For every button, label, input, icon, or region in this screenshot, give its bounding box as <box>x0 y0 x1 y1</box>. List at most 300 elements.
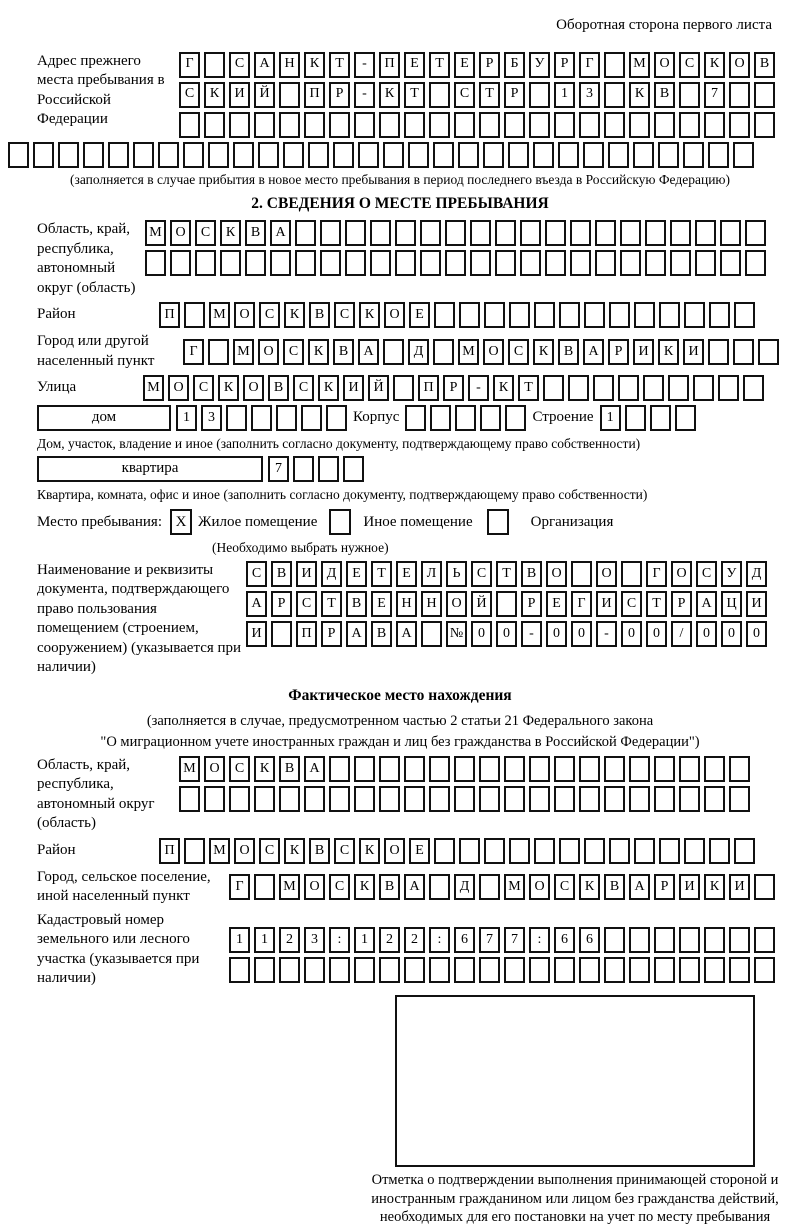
cadastral-row-2[interactable] <box>229 957 775 983</box>
char-box: М <box>145 220 166 246</box>
char-box-empty <box>430 405 451 431</box>
apartment-note: Квартира, комната, офис и иное (заполнить согласно документу, подтверждающему право собственности) <box>37 486 648 502</box>
char-box: В <box>268 375 289 401</box>
house-number-row[interactable] <box>176 405 347 431</box>
char-box-empty <box>133 142 154 168</box>
char-box: К <box>704 52 725 78</box>
char-box-empty <box>333 142 354 168</box>
char-box: К <box>359 838 380 864</box>
char-box-empty <box>354 756 375 782</box>
char-box-empty <box>654 957 675 983</box>
char-box-empty <box>720 220 741 246</box>
char-box: № <box>446 621 467 647</box>
prev-address-row-1[interactable] <box>179 52 775 78</box>
char-box-empty <box>179 112 200 138</box>
char-box: 1 <box>176 405 197 431</box>
char-box-empty <box>108 142 129 168</box>
char-box: О <box>170 220 191 246</box>
char-box: Е <box>409 838 430 864</box>
char-box-empty <box>645 250 666 276</box>
doc-block <box>37 561 800 678</box>
char-box: О <box>729 52 750 78</box>
char-box: В <box>271 561 292 587</box>
char-box: О <box>234 838 255 864</box>
char-box: К <box>284 302 305 328</box>
char-box: В <box>371 621 392 647</box>
char-box-empty <box>704 112 725 138</box>
char-box-empty <box>608 142 629 168</box>
char-box-empty <box>479 112 500 138</box>
char-box: Г <box>579 52 600 78</box>
header-note: Оборотная сторона первого листа <box>556 17 772 33</box>
char-box-empty <box>379 112 400 138</box>
district-block <box>37 302 800 328</box>
char-box-empty <box>754 112 775 138</box>
char-box: М <box>279 874 300 900</box>
char-box-empty <box>675 405 696 431</box>
char-box: Б <box>504 52 525 78</box>
char-box: С <box>293 375 314 401</box>
char-box: С <box>193 375 214 401</box>
char-box: П <box>296 621 317 647</box>
char-box-empty <box>326 405 347 431</box>
char-box-empty <box>534 302 555 328</box>
char-box-empty <box>743 375 764 401</box>
checkbox-zhiloe[interactable]: X <box>170 509 192 535</box>
char-box: И <box>596 591 617 617</box>
char-box-empty <box>729 82 750 108</box>
char-box-empty <box>670 220 691 246</box>
char-box: У <box>529 52 550 78</box>
char-box: С <box>179 82 200 108</box>
char-box-empty <box>208 339 229 365</box>
stay-type-hint: (Необходимо выбрать нужное) <box>212 540 389 556</box>
char-box-empty <box>379 957 400 983</box>
char-box-empty <box>654 786 675 812</box>
char-box: Й <box>254 82 275 108</box>
char-box: : <box>329 927 350 953</box>
char-box: 2 <box>379 927 400 953</box>
char-box: Д <box>746 561 767 587</box>
char-box-empty <box>445 220 466 246</box>
char-box-empty <box>529 786 550 812</box>
prev-address-label: Адрес прежнего места пребывания в Российской Федерации <box>37 52 165 127</box>
doc-row-2[interactable] <box>246 591 767 617</box>
char-box: В <box>245 220 266 246</box>
char-box-empty <box>429 112 450 138</box>
char-box-empty <box>184 302 205 328</box>
char-box: М <box>233 339 254 365</box>
prev-address-row-4[interactable] <box>8 142 800 168</box>
region-row-1[interactable] <box>145 220 766 246</box>
actual-location-title: Фактическое место нахождения <box>288 686 512 704</box>
char-box-empty <box>308 142 329 168</box>
char-box: О <box>529 874 550 900</box>
char-box: А <box>404 874 425 900</box>
char-box: 3 <box>304 927 325 953</box>
char-box: Р <box>321 621 342 647</box>
actual-district-row[interactable] <box>159 838 755 864</box>
char-box: К <box>704 874 725 900</box>
char-box: К <box>218 375 239 401</box>
char-box-empty <box>479 786 500 812</box>
char-box: Д <box>454 874 475 900</box>
char-box: К <box>220 220 241 246</box>
char-box: А <box>246 591 267 617</box>
char-box: О <box>671 561 692 587</box>
char-box: 0 <box>571 621 592 647</box>
char-box: А <box>629 874 650 900</box>
char-box-empty <box>183 142 204 168</box>
city-block <box>37 332 800 371</box>
char-box-empty <box>245 250 266 276</box>
char-box: К <box>379 82 400 108</box>
char-box-empty <box>679 82 700 108</box>
char-box: П <box>159 838 180 864</box>
char-box-empty <box>354 786 375 812</box>
char-box: 0 <box>621 621 642 647</box>
char-box-empty <box>718 375 739 401</box>
char-box: А <box>358 339 379 365</box>
char-box: 3 <box>579 82 600 108</box>
char-box: И <box>633 339 654 365</box>
char-box: В <box>654 82 675 108</box>
actual-location-note-2: "О миграционном учете иностранных граждан и лиц без гражданства в Российской Федерации") <box>100 733 700 750</box>
apartment-block <box>37 456 800 482</box>
char-box-empty <box>704 756 725 782</box>
char-box: К <box>658 339 679 365</box>
char-box-empty <box>568 375 589 401</box>
char-box: С <box>679 52 700 78</box>
char-box-empty <box>433 339 454 365</box>
char-box: С <box>195 220 216 246</box>
char-box-empty <box>729 786 750 812</box>
char-box-empty <box>554 756 575 782</box>
doc-row-1[interactable] <box>246 561 767 587</box>
char-box-empty <box>429 957 450 983</box>
char-box-empty <box>529 82 550 108</box>
char-box-empty <box>304 957 325 983</box>
char-box: О <box>384 302 405 328</box>
region-row-2[interactable] <box>145 250 766 276</box>
actual-region-row-1[interactable] <box>179 756 750 782</box>
char-box-empty <box>708 339 729 365</box>
char-box: 0 <box>646 621 667 647</box>
char-box: И <box>246 621 267 647</box>
char-box: С <box>296 591 317 617</box>
char-box-empty <box>434 302 455 328</box>
char-box: Ц <box>721 591 742 617</box>
char-box: К <box>579 874 600 900</box>
char-box-empty <box>470 250 491 276</box>
char-box-empty <box>379 786 400 812</box>
char-box: О <box>384 838 405 864</box>
char-box: 6 <box>454 927 475 953</box>
char-box-empty <box>395 250 416 276</box>
char-box: О <box>546 561 567 587</box>
prev-address-row-2[interactable] <box>179 82 775 108</box>
char-box-empty <box>479 756 500 782</box>
char-box: Р <box>329 82 350 108</box>
char-box-empty <box>254 786 275 812</box>
char-box-empty <box>329 756 350 782</box>
char-box-empty <box>734 838 755 864</box>
char-box-empty <box>495 250 516 276</box>
stroenie-label: Строение <box>532 409 594 426</box>
checkbox-inoe[interactable] <box>329 509 351 535</box>
char-box: А <box>396 621 417 647</box>
char-box-empty <box>745 220 766 246</box>
char-box: Д <box>321 561 342 587</box>
char-box-empty <box>420 220 441 246</box>
char-box-empty <box>621 561 642 587</box>
char-box-empty <box>579 957 600 983</box>
char-box: О <box>596 561 617 587</box>
char-box-empty <box>554 957 575 983</box>
prev-address-row-3[interactable] <box>179 112 775 138</box>
char-box-empty <box>520 250 541 276</box>
char-box-empty <box>320 250 341 276</box>
char-box-empty <box>684 302 705 328</box>
char-box-empty <box>429 82 450 108</box>
char-box: У <box>721 561 742 587</box>
char-box: - <box>596 621 617 647</box>
char-box: - <box>354 52 375 78</box>
region-block <box>37 220 800 298</box>
char-box: К <box>318 375 339 401</box>
city-row[interactable] <box>183 339 779 365</box>
char-box-empty <box>508 142 529 168</box>
district-row[interactable] <box>159 302 755 328</box>
char-box: К <box>304 52 325 78</box>
char-box-empty <box>543 375 564 401</box>
char-box-empty <box>520 220 541 246</box>
char-box-empty <box>395 220 416 246</box>
char-box-empty <box>329 957 350 983</box>
char-box-empty <box>679 957 700 983</box>
char-box-empty <box>495 220 516 246</box>
char-box: С <box>283 339 304 365</box>
char-box: - <box>468 375 489 401</box>
korpus-row[interactable] <box>405 405 526 431</box>
char-box: Р <box>504 82 525 108</box>
char-box: Р <box>271 591 292 617</box>
apartment-number-row[interactable] <box>268 456 364 482</box>
char-box-empty <box>295 220 316 246</box>
char-box: С <box>246 561 267 587</box>
char-box: М <box>143 375 164 401</box>
checkbox-org[interactable] <box>487 509 509 535</box>
char-box-empty <box>170 250 191 276</box>
char-box: К <box>204 82 225 108</box>
char-box-empty <box>318 456 339 482</box>
char-box-empty <box>704 927 725 953</box>
char-box: 1 <box>354 927 375 953</box>
char-box-empty <box>429 786 450 812</box>
cadastral-row-1[interactable] <box>229 927 775 953</box>
char-box-empty <box>643 375 664 401</box>
char-box: Р <box>479 52 500 78</box>
char-box: 0 <box>471 621 492 647</box>
char-box: С <box>621 591 642 617</box>
char-box-empty <box>276 405 297 431</box>
char-box-empty <box>184 838 205 864</box>
char-box: М <box>629 52 650 78</box>
char-box: 1 <box>554 82 575 108</box>
char-box-empty <box>433 142 454 168</box>
region-label: Область, край, республика, автономный округ (область) <box>37 221 136 296</box>
char-box-empty <box>420 250 441 276</box>
char-box-empty <box>729 957 750 983</box>
char-box: Р <box>654 874 675 900</box>
char-box-empty <box>545 250 566 276</box>
char-box-empty <box>454 756 475 782</box>
char-box: 2 <box>279 927 300 953</box>
char-box-empty <box>354 112 375 138</box>
char-box: Ь <box>446 561 467 587</box>
char-box-empty <box>629 756 650 782</box>
char-box-empty <box>679 756 700 782</box>
char-box-empty <box>204 786 225 812</box>
char-box-empty <box>534 838 555 864</box>
street-block <box>37 375 800 401</box>
char-box-empty <box>145 250 166 276</box>
char-box: Т <box>321 591 342 617</box>
apartment-label-box: квартира <box>37 456 263 482</box>
char-box-empty <box>695 250 716 276</box>
char-box: 1 <box>600 405 621 431</box>
char-box-empty <box>629 786 650 812</box>
char-box: 7 <box>268 456 289 482</box>
char-box-empty <box>233 142 254 168</box>
char-box: 0 <box>746 621 767 647</box>
char-box: И <box>683 339 704 365</box>
char-box-empty <box>404 756 425 782</box>
char-box-empty <box>379 756 400 782</box>
char-box-empty <box>58 142 79 168</box>
char-box: Г <box>229 874 250 900</box>
char-box: Е <box>454 52 475 78</box>
korpus-label: Корпус <box>353 409 400 426</box>
char-box: С <box>334 302 355 328</box>
char-box: В <box>521 561 542 587</box>
cadastral-label: Кадастровый номер земельного или лесного участка (указывается при наличии) <box>37 911 200 987</box>
house-block <box>37 405 800 431</box>
char-box-empty <box>634 838 655 864</box>
char-box-empty <box>720 250 741 276</box>
char-box: Р <box>608 339 629 365</box>
char-box-empty <box>479 957 500 983</box>
char-box: К <box>533 339 554 365</box>
char-box-empty <box>484 838 505 864</box>
char-box-empty <box>668 375 689 401</box>
char-box: С <box>259 838 280 864</box>
char-box-empty <box>295 250 316 276</box>
char-box-empty <box>554 112 575 138</box>
actual-district-block <box>37 838 800 864</box>
char-box: Е <box>404 52 425 78</box>
char-box-empty <box>434 838 455 864</box>
char-box-empty <box>258 142 279 168</box>
doc-label: Наименование и реквизиты документа, подтверждающего право пользования помещением (строением, сооружением) (указывается при наличии) <box>37 561 242 676</box>
char-box-empty <box>584 302 605 328</box>
option-label-zhiloe: Жилое помещение <box>198 513 318 530</box>
char-box-empty <box>629 927 650 953</box>
char-box: Л <box>421 561 442 587</box>
char-box-empty <box>383 339 404 365</box>
stamp-box <box>395 995 755 1167</box>
char-box-empty <box>301 405 322 431</box>
char-box: В <box>346 591 367 617</box>
char-box-empty <box>654 927 675 953</box>
actual-city-row[interactable] <box>229 874 775 900</box>
char-box-empty <box>279 112 300 138</box>
char-box: И <box>746 591 767 617</box>
char-box: С <box>229 52 250 78</box>
stroenie-row[interactable] <box>600 405 696 431</box>
char-box-empty <box>650 405 671 431</box>
actual-region-label: Область, край, республика, автономный округ (область) <box>37 756 155 832</box>
actual-region-row-2[interactable] <box>179 786 750 812</box>
char-box: 7 <box>504 927 525 953</box>
char-box-empty <box>604 756 625 782</box>
street-row[interactable] <box>143 375 764 401</box>
district-label: Район <box>37 306 76 323</box>
char-box: Д <box>408 339 429 365</box>
char-box-empty <box>8 142 29 168</box>
char-box-empty <box>283 142 304 168</box>
char-box: Т <box>479 82 500 108</box>
doc-row-3[interactable] <box>246 621 767 647</box>
char-box: 3 <box>201 405 222 431</box>
char-box: И <box>679 874 700 900</box>
house-label-box: дом <box>37 405 171 431</box>
char-box: Р <box>554 52 575 78</box>
char-box-empty <box>695 220 716 246</box>
char-box-empty <box>533 142 554 168</box>
char-box: Е <box>371 591 392 617</box>
char-box-empty <box>693 375 714 401</box>
char-box: - <box>521 621 542 647</box>
char-box: С <box>508 339 529 365</box>
street-label: Улица <box>37 379 77 396</box>
char-box: Т <box>371 561 392 587</box>
char-box-empty <box>504 112 525 138</box>
char-box-empty <box>625 405 646 431</box>
char-box-empty <box>645 220 666 246</box>
char-box: М <box>504 874 525 900</box>
char-box-empty <box>229 112 250 138</box>
char-box-empty <box>208 142 229 168</box>
char-box-empty <box>254 957 275 983</box>
char-box-empty <box>251 405 272 431</box>
char-box: К <box>493 375 514 401</box>
char-box-empty <box>271 621 292 647</box>
char-box-empty <box>279 957 300 983</box>
char-box: Т <box>518 375 539 401</box>
char-box-empty <box>684 838 705 864</box>
char-box: 0 <box>696 621 717 647</box>
char-box-empty <box>579 112 600 138</box>
char-box: К <box>308 339 329 365</box>
char-box-empty <box>329 786 350 812</box>
char-box: И <box>343 375 364 401</box>
char-box-empty <box>179 786 200 812</box>
char-box-empty <box>204 112 225 138</box>
char-box-empty <box>658 142 679 168</box>
char-box: И <box>296 561 317 587</box>
char-box-empty <box>304 112 325 138</box>
